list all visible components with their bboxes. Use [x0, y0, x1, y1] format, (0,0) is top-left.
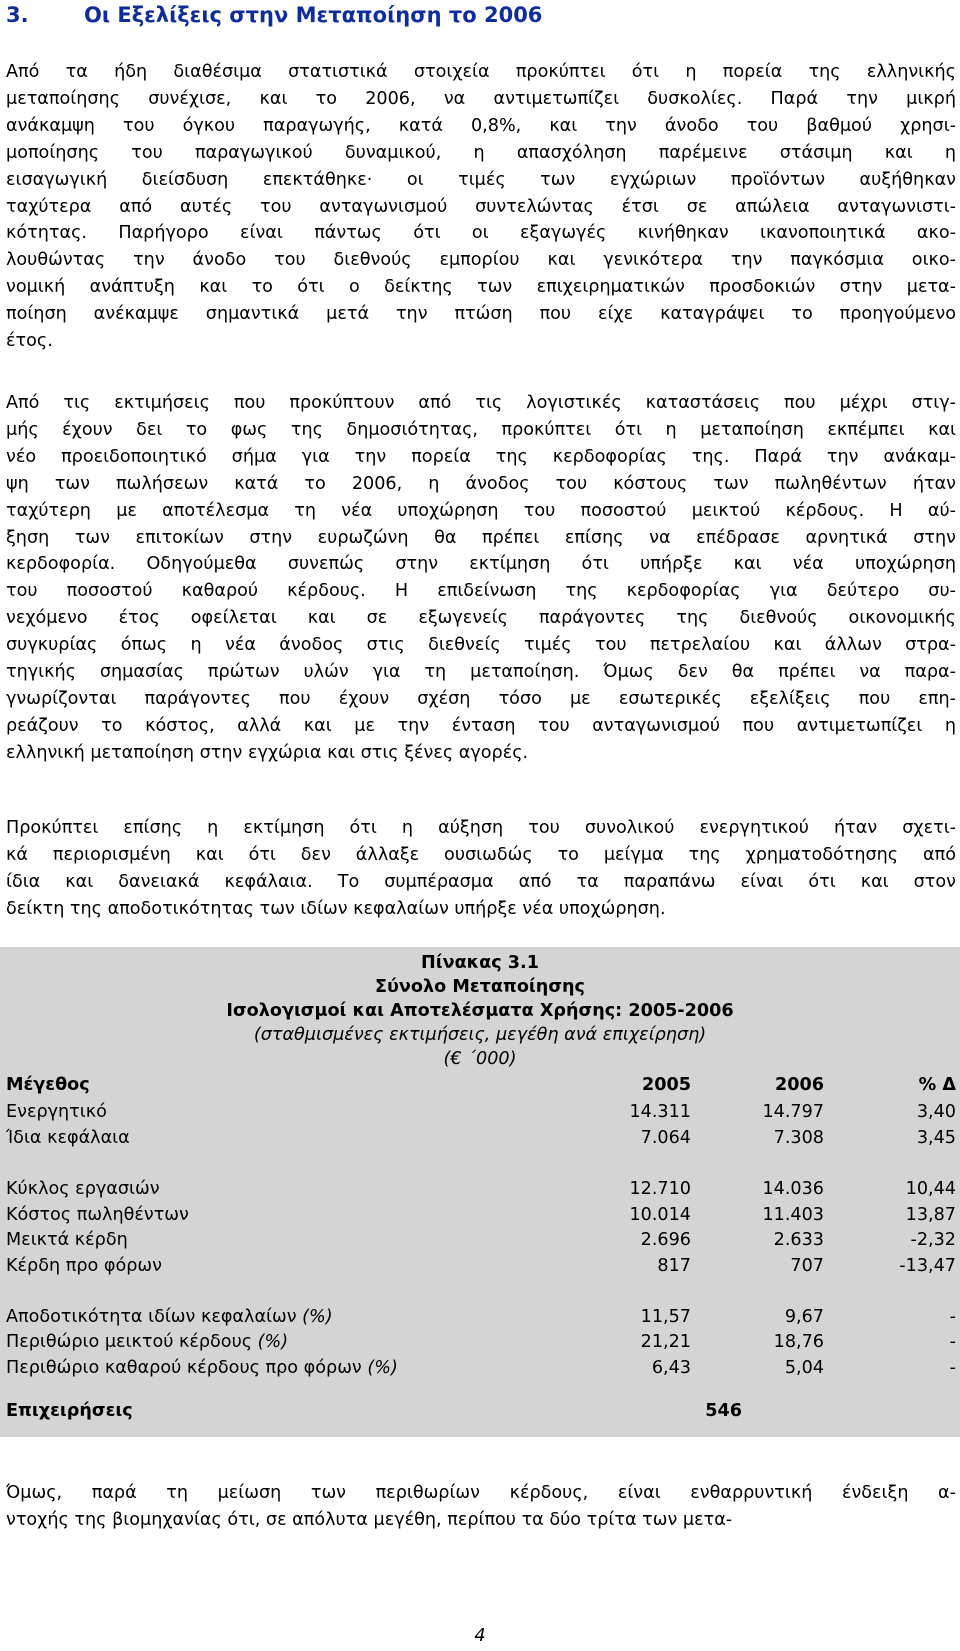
row-label-text: Μεικτά κέρδη — [6, 1230, 128, 1250]
text-line: ποίηση ανέκαμψε σημαντικά μετά την πτώση που είχε καταγράψει το προηγούμενο — [6, 304, 956, 325]
text-line: Προκύπτει επίσης η εκτίμηση ότι η αύξηση του συνολικού ενεργητικού ήταν σχετι- — [6, 818, 956, 838]
table-3-1 — [0, 947, 960, 1437]
row-label — [6, 1099, 107, 1126]
row-unit: (%) — [257, 1332, 289, 1352]
table-note: (σταθμισμένες εκτιμήσεις, μεγέθη ανά επιχείρηση) — [253, 1025, 707, 1045]
paragraph-1 — [6, 59, 956, 355]
table-title: Σύνολο Μεταποίησης — [375, 977, 585, 997]
value-change: - — [949, 1358, 956, 1378]
table-footer-row — [0, 1398, 960, 1425]
table-units: (€ ΄000) — [443, 1049, 517, 1069]
header-size: Μέγεθος — [6, 1075, 90, 1095]
value-2005: 6,43 — [651, 1358, 691, 1378]
row-label-text: Κόστος πωληθέντων — [6, 1205, 189, 1225]
value-2005: 11,57 — [640, 1307, 691, 1327]
row-label-text: Αποδοτικότητα ιδίων κεφαλαίων — [6, 1307, 297, 1327]
row-label-text: Κύκλος εργασιών — [6, 1179, 160, 1199]
text-line: ταχύτερα από αυτές του ανταγωνισμού συντελώντας έτσι σε απώλεια ανταγωνιστι- — [6, 196, 956, 217]
value-2005: 10.014 — [629, 1205, 691, 1225]
table-number: Πίνακας 3.1 — [421, 953, 539, 973]
table-row — [0, 1125, 960, 1152]
value-change: 10,44 — [905, 1179, 956, 1199]
text-line: ντοχής της βιομηχανίας ότι, σε απόλυτα μεγέθη, περίπου τα δύο τρίτα των μετα- — [6, 1509, 733, 1530]
row-label — [6, 1355, 398, 1382]
table-row — [0, 1304, 960, 1331]
row-label — [6, 1125, 130, 1152]
table-row — [0, 1227, 960, 1254]
text-line: Από τις εκτιμήσεις που προκύπτουν από τις λογιστικές καταστάσεις που μέχρι στιγ- — [6, 393, 956, 413]
value-2005: 7.064 — [640, 1128, 691, 1148]
value-2006: 14.797 — [762, 1102, 824, 1122]
text-line: κερδοφορία. Οδηγούμεθα συνεπώς στην εκτίμηση ότι υπήρξε και νέα υποχώρηση — [6, 554, 956, 575]
text-line: μής έχουν δει το φως της δημοσιότητας, προκύπτει ότι η μεταποίηση εκπέμπει και — [6, 419, 956, 440]
value-2006: 7.308 — [773, 1128, 824, 1148]
value-2006: 18,76 — [773, 1332, 824, 1352]
header-2005: 2005 — [642, 1075, 691, 1095]
table-row — [0, 1253, 960, 1280]
row-label-text: Περιθώριο μεικτού κέρδους — [6, 1332, 253, 1352]
text-line: νέο προειδοποιητικό σήμα για την πορεία της κερδοφορίας της. Παρά την ανάκαμ- — [6, 446, 956, 467]
value-change: 3,45 — [916, 1128, 956, 1148]
text-line: ρεάζουν το κόστος, αλλά και με την ένταση του ανταγωνισμού που αντιμετωπίζει η — [6, 715, 956, 736]
section-title: Οι Εξελίξεις στην Μεταποίηση το 2006 — [84, 3, 543, 27]
table-row — [0, 1202, 960, 1229]
text-line: ταχύτερη με αποτέλεσμα τη νέα υποχώρηση του ποσοστού μεικτού κέρδους. Η αύ- — [6, 500, 956, 521]
row-unit: (%) — [367, 1358, 398, 1378]
value-2005: 14.311 — [629, 1102, 691, 1122]
text-line: ξηση των επιτοκίων στην ευρωζώνη θα πρέπει επίσης να επέδρασε αρνητικά στην — [6, 527, 956, 548]
text-line: δείκτη της αποδοτικότητας των ιδίων κεφαλαίων υπήρξε νέα υποχώρηση. — [6, 898, 666, 919]
value-2005: 817 — [657, 1256, 691, 1276]
value-2005: 12.710 — [629, 1179, 691, 1199]
text-line: ίδια και δανειακά κεφάλαια. Το συμπέρασμα από τα παραπάνω είναι ότι και στον — [6, 871, 956, 892]
text-line: τηγικής σημασίας πρώτων υλών για τη μεταποίηση. Όμως δεν θα πρέπει να παρα- — [6, 662, 956, 683]
row-label-text: Ίδια κεφάλαια — [6, 1128, 130, 1148]
row-label — [6, 1176, 160, 1203]
text-line: νεχόμενο έτος οφείλεται και σε εξωγενείς παράγοντες της διεθνούς οικονομικής — [6, 608, 956, 629]
text-line: γνωρίζονται παράγοντες που έχουν σχέση τόσο με εσωτερικές εξελίξεις που επη- — [6, 688, 956, 709]
section-heading — [6, 3, 542, 27]
value-change: 3,40 — [916, 1102, 956, 1122]
page-number: 4 — [474, 1626, 486, 1646]
header-2006: 2006 — [775, 1075, 824, 1095]
header-change: % Δ — [918, 1075, 956, 1095]
text-line: Από τα ήδη διαθέσιμα στατιστικά στοιχεία προκύπτει ότι η πορεία της ελληνικής — [6, 62, 956, 82]
row-label-text: Περιθώριο καθαρού κέρδους προ φόρων — [6, 1358, 362, 1378]
row-label — [6, 1329, 288, 1356]
table-header-row — [0, 1072, 960, 1099]
text-line: έτος. — [6, 331, 53, 352]
text-line: κότητας. Παρήγορο είναι πάντως ότι οι εξαγωγές κινήθηκαν ικανοποιητικά ακο- — [6, 223, 956, 244]
paragraph-3 — [6, 815, 956, 923]
value-2006: 14.036 — [762, 1179, 824, 1199]
text-line: ελληνική μεταποίηση στην εγχώρια και στις ξένες αγορές. — [6, 742, 529, 763]
text-line: ανάκαμψη του όγκου παραγωγής, κατά 0,8%, και την άνοδο του βαθμού χρησι- — [6, 115, 956, 136]
text-line: συγκυρίας όπως η νέα άνοδος στις διεθνείς τιμές του πετρελαίου και άλλων στρα- — [6, 635, 956, 656]
text-line: Όμως, παρά τη μείωση των περιθωρίων κέρδους, είναι ενθαρρυντική ένδειξη α- — [6, 1483, 956, 1503]
row-label — [6, 1304, 333, 1331]
footer-value: 546 — [705, 1401, 742, 1421]
text-line: μοποίησης του παραγωγικού δυναμικού, η απασχόληση παρέμεινε στάσιμη και η — [6, 142, 956, 163]
text-line: κά περιορισμένη και ότι δεν άλλαξε ουσιωδώς το μείγμα της χρηματοδότησης από — [6, 844, 956, 865]
row-label-text: Ενεργητικό — [6, 1102, 107, 1122]
footer-label: Επιχειρήσεις — [6, 1401, 133, 1421]
value-change: - — [949, 1332, 956, 1352]
value-2005: 21,21 — [640, 1332, 691, 1352]
row-label — [6, 1253, 162, 1280]
value-2006: 9,67 — [784, 1307, 824, 1327]
text-line: του ποσοστού καθαρού κέρδους. Η επιδείνωση της κερδοφορίας για δεύτερο συ- — [6, 581, 956, 602]
text-line: εισαγωγική διείσδυση επεκτάθηκε· οι τιμές των εγχώριων προϊόντων αυξήθηκαν — [6, 169, 956, 190]
table-subtitle: Ισολογισμοί και Αποτελέσματα Χρήσης: 2005-2006 — [226, 1001, 734, 1021]
text-line: λουθώντας την άνοδο του διεθνούς εμπορίου και γενικότερα την παγκόσμια οικο- — [6, 250, 956, 271]
row-label — [6, 1202, 189, 1229]
text-line: μεταποίησης συνέχισε, και το 2006, να αντιμετωπίζει δυσκολίες. Παρά την μικρή — [6, 88, 956, 109]
value-2006: 5,04 — [784, 1358, 824, 1378]
text-line: ψη των πωλήσεων κατά το 2006, η άνοδος του κόστους των πωληθέντων ήταν — [6, 473, 956, 494]
value-change: 13,87 — [905, 1205, 956, 1225]
row-label — [6, 1227, 128, 1254]
row-label-text: Κέρδη προ φόρων — [6, 1256, 162, 1276]
value-2005: 2.696 — [640, 1230, 691, 1250]
value-change: -13,47 — [899, 1256, 956, 1276]
table-row — [0, 1329, 960, 1356]
value-change: - — [949, 1307, 956, 1327]
table-row — [0, 1355, 960, 1382]
value-2006: 707 — [790, 1256, 824, 1276]
paragraph-2 — [6, 390, 956, 767]
value-change: -2,32 — [910, 1230, 956, 1250]
value-2006: 2.633 — [773, 1230, 824, 1250]
text-line: νομική ανάπτυξη και το ότι ο δείκτης των επιχειρηματικών προσδοκιών στην μετα- — [6, 277, 956, 298]
table-row — [0, 1176, 960, 1203]
section-number: 3. — [6, 3, 29, 27]
row-unit: (%) — [302, 1307, 333, 1327]
value-2006: 11.403 — [762, 1205, 824, 1225]
paragraph-4 — [6, 1480, 956, 1534]
table-row — [0, 1099, 960, 1126]
